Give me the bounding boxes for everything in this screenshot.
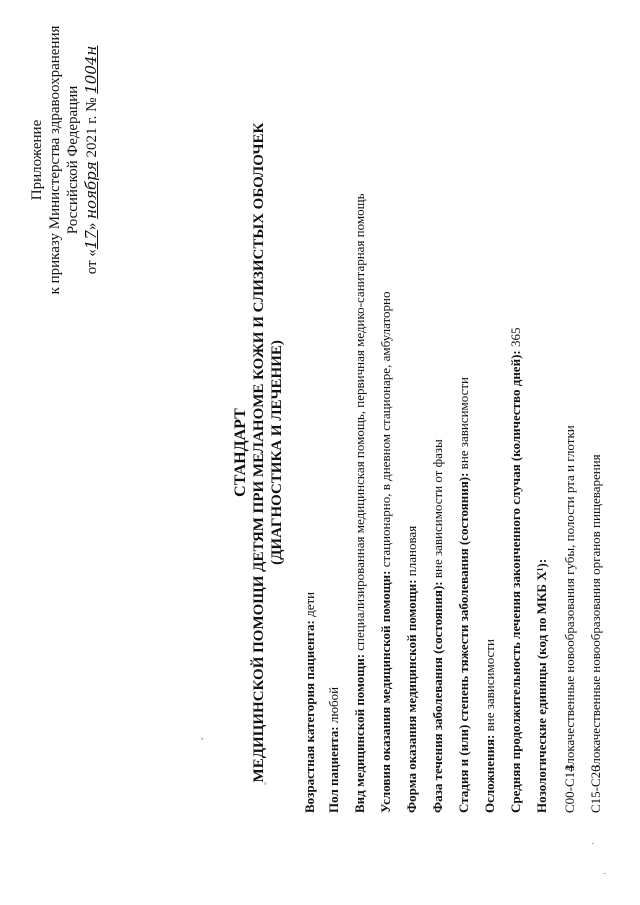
date-month-handwritten: ноября [82, 161, 100, 219]
field-care-form [404, 526, 420, 813]
appendix-title: Приложение [29, 119, 45, 201]
field-label: Пол пациента: [326, 726, 341, 813]
icd-code: C00-C14 [562, 765, 577, 813]
appendix-federation-line: Российской Федерации [65, 85, 81, 235]
appendix-order-line: к приказу Министерства здравоохранения [47, 25, 63, 295]
field-age-category [302, 592, 318, 813]
icd-code: C15-C26 [588, 765, 603, 813]
field-value: вне зависимости [482, 639, 497, 735]
title-subtitle: (ДИАГНОСТИКА И ЛЕЧЕНИЕ) [269, 340, 285, 565]
field-label: Средняя продолжительность лечения законченного случая (количество дней): [508, 350, 523, 813]
field-label: Осложнения: [482, 734, 497, 813]
appendix-date-line [82, 15, 101, 305]
field-value: плановая [404, 525, 419, 580]
field-treatment-duration [508, 328, 524, 813]
order-number-handwritten: 1004н [82, 45, 100, 94]
field-label: Условия оказания медицинской помощи: [378, 570, 393, 813]
icd-code-row [562, 425, 578, 813]
field-label: Возрастная категория пациента: [302, 620, 317, 813]
field-label: Стадия и (или) степень тяжести заболевания (состояния): [456, 472, 471, 813]
field-disease-phase [430, 439, 446, 813]
icd-description: Злокачественные новообразования губы, полости рта и глотки [562, 425, 577, 771]
field-disease-stage [456, 377, 472, 813]
scan-speck: · [588, 842, 598, 845]
field-value: стационарно, в дневном стационаре, амбулаторно [378, 291, 393, 571]
date-year: 2021 г. № [84, 97, 100, 158]
icd-description: Злокачественные новообразования органов пищеварения [588, 454, 603, 771]
appendix-header [28, 15, 101, 305]
field-value: вне зависимости [456, 377, 471, 473]
field-care-conditions [378, 291, 394, 813]
date-day-handwritten: 17 [82, 230, 100, 250]
field-label: Фаза течения заболевания (состояния): [430, 581, 445, 813]
field-sex [326, 687, 342, 813]
field-value: дети [302, 591, 317, 621]
field-value: вне зависимости от фазы [430, 439, 445, 582]
document-title [232, 0, 286, 905]
scan-speck: ᵛ [198, 737, 208, 740]
title-main: МЕДИЦИНСКОЙ ПОМОЩИ ДЕТЯМ ПРИ МЕЛАНОМЕ КОЖИ И СЛИЗИСТЫХ ОБОЛОЧЕК [251, 122, 267, 783]
field-nosological-units [534, 559, 550, 813]
scan-speck: · [600, 872, 610, 875]
field-label: Форма оказания медицинской помощи: [404, 579, 419, 813]
date-prefix: от « [84, 249, 100, 275]
date-mid: » [84, 222, 100, 231]
field-label: Вид медицинской помощи: [352, 653, 367, 813]
icd-code-row [588, 454, 604, 813]
field-value: специализированная медицинская помощь, первичная медико-санитарная помощь [352, 193, 367, 654]
scan-speck: ◦ [260, 781, 270, 785]
title-standard: СТАНДАРТ [232, 408, 249, 497]
field-complications [482, 639, 498, 813]
field-label: Нозологические единицы (код по МКБ X¹): [534, 558, 549, 813]
field-value: 365 [508, 327, 523, 351]
field-care-type [352, 193, 368, 813]
field-value: любой [326, 686, 341, 727]
